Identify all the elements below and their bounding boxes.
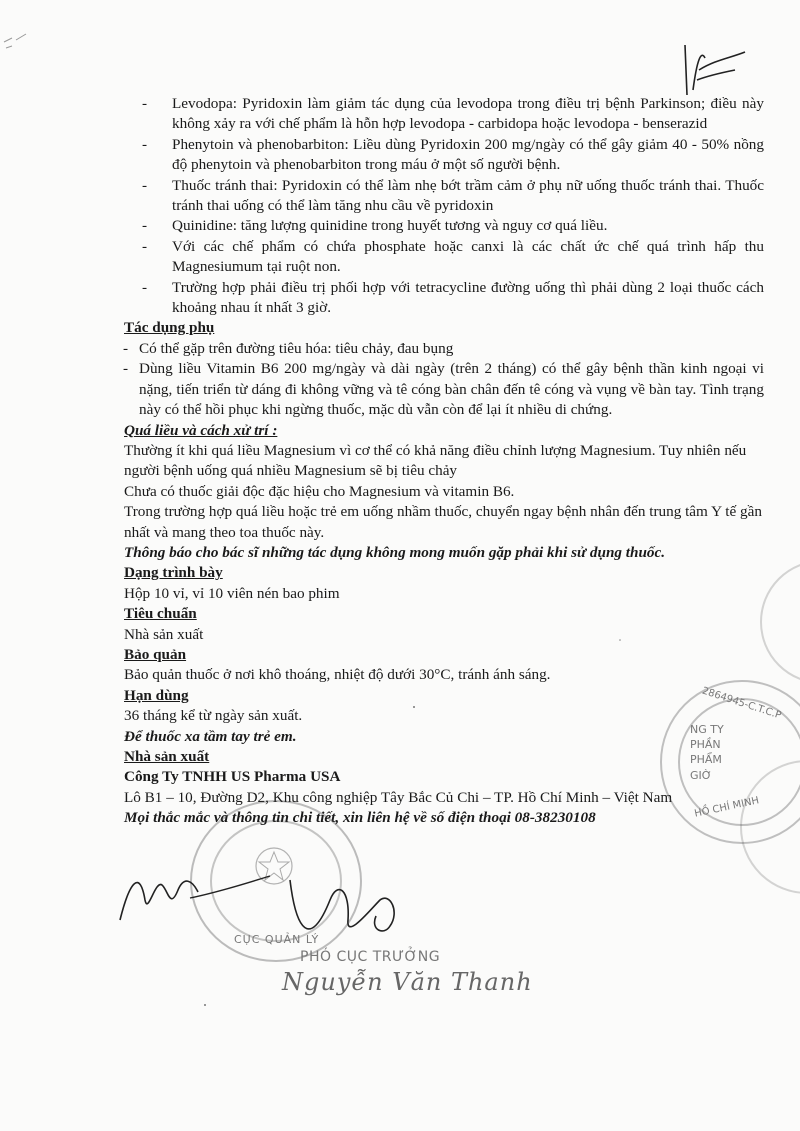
overdose-text: Chưa có thuốc giải độc đặc hiệu cho Magnesium và vitamin B6. — [124, 482, 515, 500]
doctor-notice: Thông báo cho bác sĩ những tác dụng không mong muốn gặp phải khi sử dụng thuốc. — [124, 543, 666, 561]
manufacturer-heading: Nhà sản xuất — [124, 748, 210, 765]
stamp-line: NG TY — [690, 723, 724, 736]
signature-name: Nguyễn Văn Thanh — [282, 968, 533, 996]
standard-heading: Tiêu chuẩn — [124, 605, 197, 623]
list-item: - Phenytoin và phenobarbiton: Liều dùng Pyridoxin 200 mg/ngày có thể gây giảm 40 - 50% nồng độ phenytoin và phenobarbiton trong máu ở một số người bệnh. — [142, 135, 764, 174]
child-warning: Để thuốc xa tầm tay trẻ em. — [124, 727, 297, 745]
list-item: - Dùng liều Vitamin B6 200 mg/ngày và dài ngày (trên 2 tháng) có thể gây bệnh thần kinh ngoại vi nặng, tiến triển từ dáng đi không vững và tê cóng bàn chân đến tê cóng và vụng về bàn tay. Tình trạng này có thể hồi phục khi ngừng thuốc, mặc dù vẫn còn để lại ít nhiều di chứng. — [123, 360, 764, 419]
list-item: - Thuốc tránh thai: Pyridoxin có thể làm nhẹ bớt trầm cảm ở phụ nữ uống thuốc tránh thai. Thuốc tránh thai uống có thể làm tăng nhu cầu về pyridoxin — [142, 176, 764, 215]
list-item-text: Dùng liều Vitamin B6 200 mg/ngày và dài ngày (trên 2 tháng) có thể gây bệnh thần kinh ngoại vi nặng, tiến triển từ dáng đi không vững và tê cóng bàn chân đến tê cóng và vụng về bàn tay. Tình trạng này có thể hồi phục khi ngừng thuốc, mặc dù vẫn còn để lại ít nhiều di chứng. — [139, 360, 764, 419]
expiry-heading: Hạn dùng — [124, 686, 189, 704]
presentation-text: Hộp 10 vỉ, vỉ 10 viên nén bao phim — [124, 584, 340, 602]
overdose-text: Thường ít khi quá liều Magnesium vì cơ thể có khả năng điều chỉnh lượng Magnesium. Tuy nhiên nếu người bệnh uống quá nhiều Magnesium sẽ bị tiêu chảy — [124, 441, 747, 480]
stamp-city: HỒ CHÍ MINH — [693, 795, 761, 820]
side-effects-heading: Tác dụng phụ — [124, 319, 215, 337]
list-item: - Có thể gặp trên đường tiêu hóa: tiêu chảy, đau bụng — [123, 339, 454, 357]
list-item-text: Thuốc tránh thai: Pyridoxin có thể làm nhẹ bớt trầm cảm ở phụ nữ uống thuốc tránh thai. Thuốc tránh thai uống có thể làm tăng nhu cầu về pyridoxin — [172, 176, 764, 215]
list-item-text: Phenytoin và phenobarbiton: Liều dùng Pyridoxin 200 mg/ngày có thể gây giảm 40 - 50% nồng độ phenytoin và phenobarbiton trong máu ở một số người bệnh. — [172, 135, 764, 174]
list-item: - Quinidine: tăng lượng quinidine trong huyết tương và nguy cơ quá liều. — [142, 217, 608, 235]
overdose-heading: Quá liều và cách xử trí : — [124, 421, 278, 439]
list-item-text: Levodopa: Pyridoxin làm giảm tác dụng của levodopa trong điều trị bệnh Parkinson; điều này không xảy ra với chế phẩm là hỗn hợp levodopa - carbidopa hoặc levodopa - benserazid — [172, 95, 764, 133]
storage-text: Bảo quản thuốc ở nơi khô thoáng, nhiệt độ dưới 30°C, tránh ánh sáng. — [124, 666, 551, 684]
presentation-heading: Dạng trình bày — [124, 564, 223, 582]
list-item: - Với các chế phẩm có chứa phosphate hoặc canxi là các chất ức chế quá trình hấp thu Magnesiumum tại ruột non. — [142, 237, 764, 276]
stamp-line: PHẨM — [690, 753, 722, 766]
expiry-text: 36 tháng kể từ ngày sản xuất. — [124, 707, 303, 725]
manufacturer-address: Lô B1 – 10, Đường D2, Khu công nghiệp Tây Bắc Củ Chi – TP. Hồ Chí Minh – Việt Nam — [124, 788, 673, 806]
contact-line: Mọi thắc mắc và thông tin chi tiết, xin liên hệ về số điện thoại 08-38230108 — [124, 809, 596, 827]
overdose-text: Trong trường hợp quá liều hoặc trẻ em uống nhầm thuốc, chuyển ngay bệnh nhân đến trung tâm Y tế gần nhất và mang theo toa thuốc này. — [124, 503, 762, 541]
list-item-text: Quinidine: tăng lượng quinidine trong huyết tương và nguy cơ quá liều. — [172, 217, 608, 235]
storage-heading: Bảo quản — [124, 645, 187, 663]
stamp-line: PHẦN — [690, 738, 721, 751]
list-item-text: Có thể gặp trên đường tiêu hóa: tiêu chảy, đau bụng — [139, 339, 454, 357]
standard-text: Nhà sản xuất — [124, 625, 204, 643]
manufacturer-company: Công Ty TNHH US Pharma USA — [124, 768, 341, 786]
list-item: - Trường hợp phải điều trị phối hợp với tetracycline đường uống thì phải dùng 2 loại thuốc cách khoảng nhau ít nhất 3 giờ. — [142, 278, 764, 317]
stamp-line: GIỜ — [690, 769, 712, 782]
seal-text: CỤC QUẢN LÝ — [234, 933, 320, 946]
stamp-text: 2864945-C.T.C.P — [700, 685, 783, 722]
list-item-text: Trường hợp phải điều trị phối hợp với tetracycline đường uống thì phải dùng 2 loại thuốc cách khoảng nhau ít nhất 3 giờ. — [172, 278, 764, 317]
signature-title: PHÓ CỤC TRƯỞNG — [300, 949, 441, 965]
list-item-text: Với các chế phẩm có chứa phosphate hoặc canxi là các chất ức chế quá trình hấp thu Magnesiumum tại ruột non. — [172, 237, 764, 276]
list-item: - Levodopa: Pyridoxin làm giảm tác dụng của levodopa trong điều trị bệnh Parkinson; điều này không xảy ra với chế phẩm là hỗn hợp levodopa - carbidopa hoặc levodopa - benserazid — [142, 95, 764, 133]
